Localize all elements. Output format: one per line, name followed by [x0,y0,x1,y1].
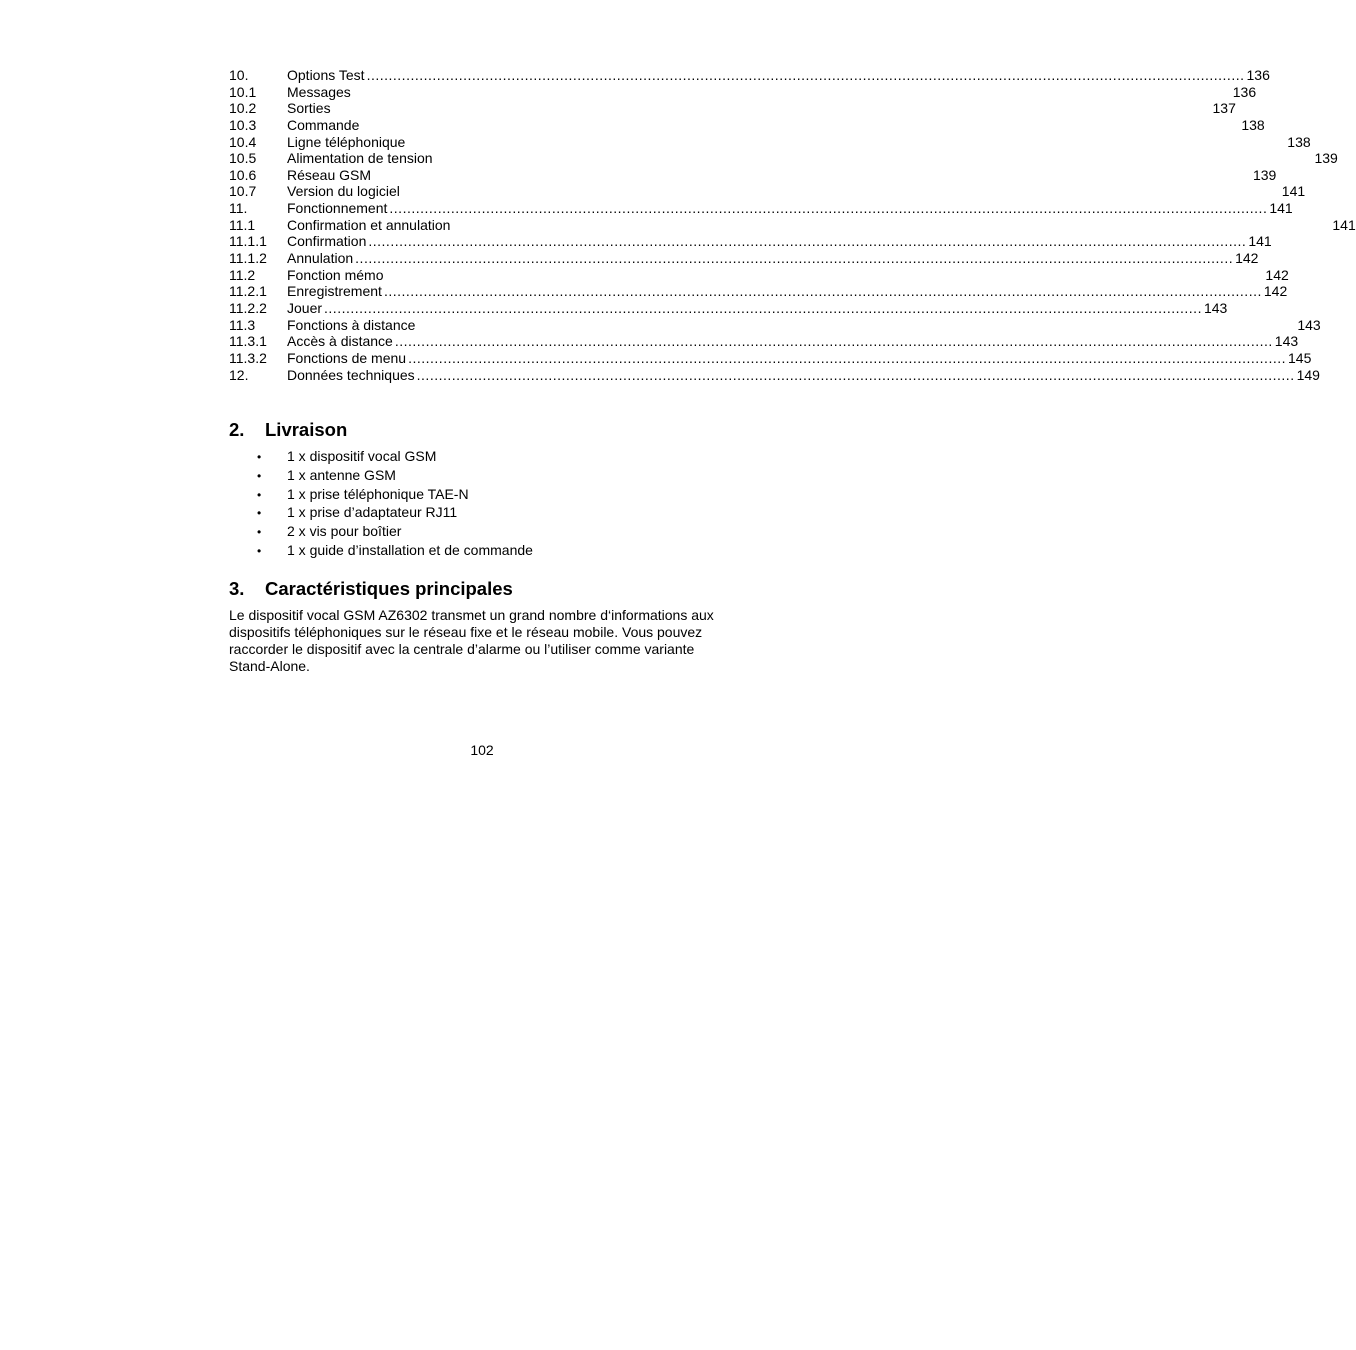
toc-entry-number: 11.2.2 [229,299,267,316]
toc-entry-number: 10.4 [229,133,257,150]
bullet-icon: • [257,450,262,465]
toc-entry-page: 139 [1314,150,1338,167]
toc-entry-title: Version du logiciel [287,183,400,200]
list-item [229,504,735,523]
toc-entry-page: 143 [1274,333,1299,350]
toc-entry [229,250,1259,267]
toc-entry [229,150,1338,167]
toc-entry-number: 12. [229,366,249,383]
toc-entry [229,366,1320,384]
toc-entry-page: 143 [1203,299,1228,316]
toc-dot-leader: ........................................................................................................................................................................................................ [324,299,1202,316]
toc-entry-title: Sorties [287,100,331,117]
toc-entry-title: Options Test [287,67,365,83]
bullet-icon: • [257,487,262,502]
toc-entry-number: 10.6 [229,166,257,183]
toc-dot-leader: ........................................................................................................................................................................................................ [368,233,1247,250]
toc-entry-number: 11.1.1 [229,233,267,250]
toc-entry-page: 139 [1252,166,1277,183]
toc-entry-title: Confirmation [287,233,367,250]
list-item [229,542,735,561]
toc-entry-page: 137 [1212,100,1236,117]
toc-entry-page: 141 [1332,216,1356,233]
toc-entry [229,100,1236,117]
toc-entry [229,333,1299,350]
table-of-contents [229,67,1356,383]
toc-entry-number: 10.1 [229,83,257,100]
toc-entry-number: 11.2 [229,266,256,283]
section-number: 2. [229,419,245,441]
delivery-list [229,448,735,560]
toc-entry-number: 10.2 [229,100,257,117]
toc-entry [229,67,1270,84]
toc-entry [229,133,1311,151]
toc-entry-page: 142 [1235,250,1259,267]
toc-entry [229,216,1356,234]
list-item [229,467,735,486]
toc-entry-title: Ligne téléphonique [287,133,406,150]
toc-entry-page: 142 [1263,283,1288,300]
toc-entry-page: 136 [1246,67,1270,83]
toc-entry-page: 141 [1248,233,1272,250]
toc-entry [229,166,1277,184]
toc-entry-page: 138 [1241,116,1265,133]
toc-entry-title: Confirmation et annulation [287,216,451,233]
list-item-text: 1 x prise d’adaptateur RJ11 [287,504,458,521]
toc-entry-number: 10. [229,67,249,83]
document-page [229,67,1356,675]
toc-entry-title: Données techniques [287,366,415,383]
toc-entry [229,316,1321,334]
bullet-icon: • [257,468,262,483]
toc-entry [229,183,1306,200]
toc-entry-number: 10.7 [229,183,257,200]
bullet-icon: • [257,506,262,521]
toc-entry-page: 145 [1288,349,1312,366]
toc-entry-title: Jouer [287,299,323,316]
section-heading-livraison [229,419,735,441]
toc-entry-number: 11.1.2 [229,250,267,267]
toc-dot-leader: ........................................................................................................................................................................................................ [389,200,1268,217]
toc-entry-page: 136 [1232,83,1257,100]
list-item [229,448,735,467]
section-number: 3. [229,578,245,600]
toc-entry [229,299,1228,317]
body-paragraph: Le dispositif vocal GSM AZ6302 transmet un grand nombre d‘informations aux dispositifs téléphoniques sur le réseau fixe et le réseau mobile. Vous pouvez raccorder le dispositif avec la centrale d’alarme ou l’utiliser comme variante Stand-Alone. [229,607,714,674]
list-item-text: 2 x vis pour boîtier [287,522,402,539]
toc-entry-title: Annulation [287,250,354,267]
toc-entry [229,283,1288,300]
toc-entry [229,83,1257,101]
toc-entry-title: Fonctionnement [287,200,388,217]
toc-entry [229,233,1272,250]
toc-entry-page: 142 [1265,266,1289,283]
section-heading-caracteristiques [229,578,735,600]
list-item-text: 1 x prise téléphonique TAE-N [287,485,469,502]
list-item [229,523,735,542]
page-number: 102 [470,742,494,758]
list-item-text: 1 x dispositif vocal GSM [287,448,437,465]
toc-entry-number: 11. [229,200,248,217]
toc-entry-number: 11.3 [229,316,256,333]
toc-entry-page: 141 [1281,183,1306,200]
toc-entry-number: 11.3.2 [229,349,267,366]
toc-dot-leader: ........................................................................................................................................................................................................ [383,283,1262,300]
toc-entry [229,116,1265,134]
toc-entry-number: 10.3 [229,116,257,133]
toc-dot-leader: ........................................................................................................................................................................................................ [408,349,1287,366]
toc-dot-leader: ........................................................................................................................................................................................................ [416,366,1295,383]
toc-entry-title: Commande [287,116,360,133]
toc-dot-leader: ........................................................................................................................................................................................................ [394,333,1273,350]
list-item [229,486,735,505]
toc-entry-title: Fonctions à distance [287,316,416,333]
toc-entry-title: Fonctions de menu [287,349,407,366]
toc-entry-title: Réseau GSM [287,166,372,183]
toc-entry-page: 141 [1269,200,1293,217]
toc-entry-number: 11.3.1 [229,333,267,350]
toc-entry-number: 11.1 [229,216,256,233]
section-title: Livraison [265,419,348,441]
toc-entry-page: 138 [1287,133,1311,150]
toc-dot-leader: ........................................................................................................................................................................................................ [355,250,1234,267]
toc-entry-title: Messages [287,83,351,100]
list-item-text: 1 x guide d’installation et de commande [287,541,533,558]
toc-entry [229,349,1312,367]
section-title: Caractéristiques principales [265,578,513,600]
bullet-icon: • [257,524,262,539]
toc-entry [229,200,1293,217]
toc-entry-title: Alimentation de tension [287,150,433,167]
toc-entry-title: Fonction mémo [287,266,384,283]
toc-entry-number: 11.2.1 [229,283,267,300]
toc-entry-page: 143 [1297,316,1321,333]
toc-entry [229,266,1289,284]
bullet-icon: • [257,543,262,558]
toc-dot-leader: ........................................................................................................................................................................................................ [366,67,1245,83]
toc-entry-page: 149 [1296,366,1320,383]
toc-entry-title: Accès à distance [287,333,393,350]
toc-entry-number: 10.5 [229,150,257,167]
toc-entry-title: Enregistrement [287,283,382,300]
list-item-text: 1 x antenne GSM [287,466,396,483]
